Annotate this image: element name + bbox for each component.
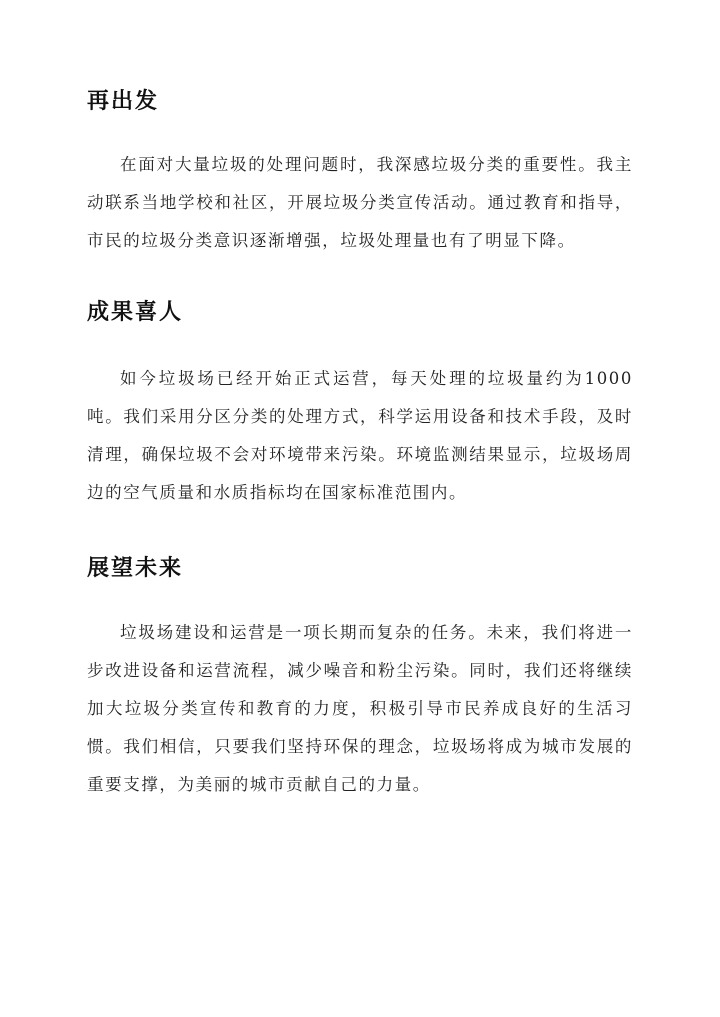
- section-restart: [87, 86, 633, 260]
- section-heading: 再出发: [87, 88, 160, 114]
- section-paragraph: 如今垃圾场已经开始正式运营，每天处理的垃圾量约为1000吨。我们采用分区分类的处理方式，科学运用设备和技术手段，及时清理，确保垃圾不会对环境带来污染。环境监测结果显示，垃圾场周边的空气质量和水质指标均在国家标准范围内。: [87, 369, 633, 502]
- section-heading: 成果喜人: [87, 299, 184, 325]
- section-heading: 展望未来: [87, 555, 184, 581]
- section-results: [87, 297, 633, 512]
- section-paragraph: 垃圾场建设和运营是一项长期而复杂的任务。未来，我们将进一步改进设备和运营流程，减少噪音和粉尘污染。同时，我们还将继续加大垃圾分类宣传和教育的力度，积极引导市民养成良好的生活习惯。我们相信，只要我们坚持环保的理念，垃圾场将成为城市发展的重要支撑，为美丽的城市贡献自己的力量。: [87, 623, 633, 794]
- section-outlook: [87, 553, 633, 804]
- section-paragraph: 在面对大量垃圾的处理问题时，我深感垃圾分类的重要性。我主动联系当地学校和社区，开展垃圾分类宣传活动。通过教育和指导，市民的垃圾分类意识逐渐增强，垃圾处理量也有了明显下降。: [87, 155, 633, 250]
